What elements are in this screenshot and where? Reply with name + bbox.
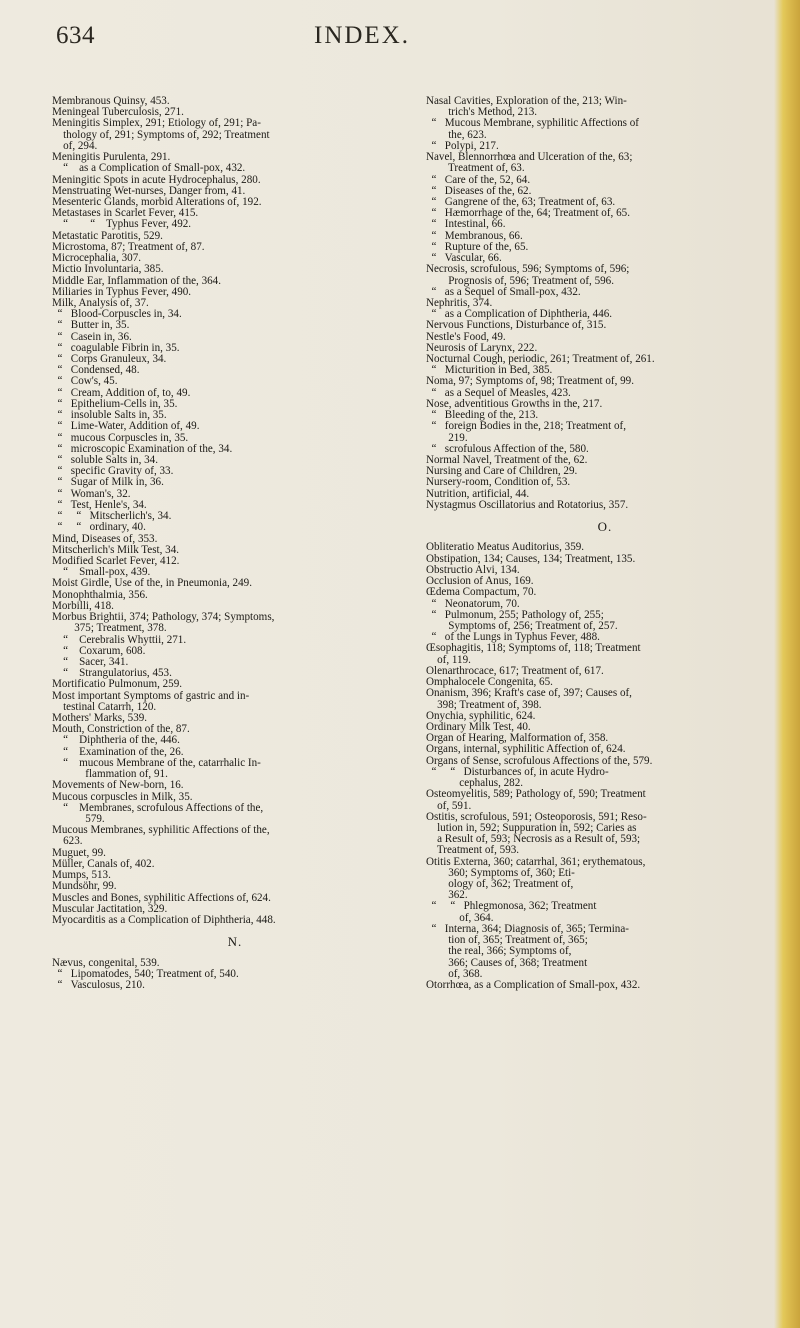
index-entry: of, 119. bbox=[426, 653, 471, 666]
index-entry: “ “ Phlegmonosa, 362; Treatment bbox=[426, 900, 597, 913]
index-entry: “ Blood-Corpuscles in, 34. bbox=[52, 308, 182, 321]
index-entry: Meningitic Spots in acute Hydrocephalus, 280. bbox=[52, 173, 261, 186]
index-entry: thology of, 291; Symptoms of, 292; Treatment bbox=[52, 128, 270, 141]
index-entry: “ as a Sequel of Measles, 423. bbox=[426, 386, 571, 399]
index-entry: “ Rupture of the, 65. bbox=[426, 240, 529, 253]
index-entry: Nephritis, 374. bbox=[426, 296, 493, 309]
index-entry: “ as a Complication of Diphtheria, 446. bbox=[426, 308, 613, 321]
index-entry: Mitscherlich's Milk Test, 34. bbox=[52, 543, 180, 556]
index-entry: Navel, Blennorrhœa and Ulceration of the, 63; bbox=[426, 151, 633, 164]
index-entry: Mortificatio Pulmonum, 259. bbox=[52, 678, 183, 691]
index-entry: Obliteratio Meatus Auditorius, 359. bbox=[426, 541, 585, 554]
index-entry: Nose, adventitious Growths in the, 217. bbox=[426, 397, 603, 410]
index-entry: “ mucous Corpuscles in, 35. bbox=[52, 431, 189, 444]
index-entry: Neurosis of Larynx, 222. bbox=[426, 341, 538, 354]
index-entry: tion of, 365; Treatment of, 365; bbox=[426, 934, 588, 947]
index-entry: Osteomyelitis, 589; Pathology of, 590; Treatment bbox=[426, 788, 646, 801]
index-entry: “ coagulable Fibrin in, 35. bbox=[52, 341, 180, 354]
index-entry: Muscular Jactitation, 329. bbox=[52, 902, 168, 915]
index-entry: Prognosis of, 596; Treatment of, 596. bbox=[426, 274, 614, 287]
index-entry: Nervous Functions, Disturbance of, 315. bbox=[426, 319, 607, 332]
index-entry: a Result of, 593; Necrosis as a Result of, 593; bbox=[426, 833, 641, 846]
index-entry: Monophthalmia, 356. bbox=[52, 588, 148, 601]
index-entry: “ insoluble Salts in, 35. bbox=[52, 409, 167, 422]
index-entry: Milk, Analysis of, 37. bbox=[52, 296, 149, 309]
index-entry: Onychia, syphilitic, 624. bbox=[426, 709, 536, 722]
index-entry: of, 591. bbox=[426, 799, 472, 812]
index-entry: Organs, internal, syphilitic Affection of, 624. bbox=[426, 743, 626, 756]
index-entry: Nævus, congenital, 539. bbox=[52, 956, 160, 969]
index-entry: “ microscopic Examination of the, 34. bbox=[52, 442, 233, 455]
index-entry: “ Bleeding of the, 213. bbox=[426, 409, 539, 422]
index-column-left bbox=[52, 96, 418, 991]
index-entry: Nestle's Food, 49. bbox=[426, 330, 506, 343]
index-entry: “ Hæmorrhage of the, 64; Treatment of, 65. bbox=[426, 207, 630, 220]
index-entry: Middle Ear, Inflammation of the, 364. bbox=[52, 274, 222, 287]
index-entry: “ Condensed, 48. bbox=[52, 364, 140, 377]
index-entry: Nocturnal Cough, periodic, 261; Treatment of, 261. bbox=[426, 353, 655, 366]
index-entry: Mesenteric Glands, morbid Alterations of, 192. bbox=[52, 195, 262, 208]
index-entry: Otorrhœa, as a Complication of Small-pox, 432. bbox=[426, 979, 641, 992]
index-entry: “ Membranes, scrofulous Affections of the, bbox=[52, 801, 264, 814]
index-entry: Mouth, Constriction of the, 87. bbox=[52, 723, 190, 736]
index-entry: Mothers' Marks, 539. bbox=[52, 712, 148, 725]
index-entry: “ Neonatorum, 70. bbox=[426, 597, 520, 610]
index-entry: Occlusion of Anus, 169. bbox=[426, 575, 534, 588]
index-entry: Metastatic Parotitis, 529. bbox=[52, 229, 163, 242]
index-entry: “ soluble Salts in, 34. bbox=[52, 454, 159, 466]
index-entry: cephalus, 282. bbox=[426, 777, 524, 790]
index-entry: “ Examination of the, 26. bbox=[52, 745, 184, 758]
index-entry: “ Corps Granuleux, 34. bbox=[52, 353, 167, 366]
index-entry: Moist Girdle, Use of the, in Pneumonia, 249. bbox=[52, 577, 252, 590]
index-entry: Onanism, 396; Kraft's case of, 397; Causes of, bbox=[426, 687, 632, 700]
index-entry: “ Diseases of the, 62. bbox=[426, 184, 532, 197]
index-entry: Organs of Sense, scrofulous Affections of the, 579. bbox=[426, 754, 653, 767]
index-entry: Omphalocele Congenita, 65. bbox=[426, 676, 553, 689]
index-entry: “ Epithelium-Cells in, 35. bbox=[52, 397, 178, 410]
index-entry: “ Diphtheria of the, 446. bbox=[52, 734, 180, 747]
index-entry: Œsophagitis, 118; Symptoms of, 118; Treatment bbox=[426, 642, 641, 655]
index-entry: “ “ Typhus Fever, 492. bbox=[52, 218, 192, 231]
index-entry: Mundsöhr, 99. bbox=[52, 880, 117, 893]
index-entry: “ Sugar of Milk in, 36. bbox=[52, 476, 164, 489]
index-entry: “ Sacer, 341. bbox=[52, 655, 129, 668]
index-entry: Miliaries in Typhus Fever, 490. bbox=[52, 285, 192, 298]
index-entry: Olenarthrocace, 617; Treatment of, 617. bbox=[426, 664, 604, 677]
index-entry: “ of the Lungs in Typhus Fever, 488. bbox=[426, 631, 600, 644]
index-entry: “ Pulmonum, 255; Pathology of, 255; bbox=[426, 608, 604, 621]
index-entry: “ Care of the, 52, 64. bbox=[426, 173, 531, 186]
index-entry: 579. bbox=[52, 813, 105, 825]
index-entry: trich's Method, 213. bbox=[426, 106, 538, 119]
index-entry: Morbus Brightii, 374; Pathology, 374; Symptoms, bbox=[52, 611, 275, 624]
index-entry: Noma, 97; Symptoms of, 98; Treatment of, 99. bbox=[426, 375, 635, 388]
index-entry: Symptoms of, 256; Treatment of, 257. bbox=[426, 620, 618, 633]
page-number: 634 bbox=[56, 22, 95, 49]
index-entry: “ Cerebralis Whyttii, 271. bbox=[52, 633, 187, 646]
index-entry: of, 294. bbox=[52, 139, 98, 152]
index-entry: Ostitis, scrofulous, 591; Osteoporosis, 591; Reso- bbox=[426, 810, 647, 823]
index-entry: lution in, 592; Suppuration in, 592; Caries as bbox=[426, 821, 637, 834]
index-entry: “ as a Sequel of Small-pox, 432. bbox=[426, 285, 581, 298]
index-entry: “ foreign Bodies in the, 218; Treatment of, bbox=[426, 420, 626, 433]
index-entry: Nutrition, artificial, 44. bbox=[426, 487, 530, 500]
index-entry: “ Lime-Water, Addition of, 49. bbox=[52, 420, 200, 433]
index-entry: “ Strangulatorius, 453. bbox=[52, 667, 172, 680]
index-entry: Obstructio Alvi, 134. bbox=[426, 563, 520, 576]
index-entry: Mictio Involuntaria, 385. bbox=[52, 263, 164, 276]
index-entry: Nursing and Care of Children, 29. bbox=[426, 465, 578, 478]
index-entry: of, 364. bbox=[426, 911, 494, 924]
index-entry: ology of, 362; Treatment of, bbox=[426, 878, 574, 891]
index-entry: “ Coxarum, 608. bbox=[52, 644, 146, 657]
index-entry: “ Gangrene of the, 63; Treatment of, 63. bbox=[426, 195, 616, 208]
index-entry: Necrosis, scrofulous, 596; Symptoms of, 596; bbox=[426, 263, 630, 276]
index-entry: Normal Navel, Treatment of the, 62. bbox=[426, 454, 588, 466]
section-letter: N. bbox=[227, 934, 243, 950]
index-entry: “ Casein in, 36. bbox=[52, 330, 132, 343]
index-entry: 623. bbox=[52, 835, 83, 848]
index-entry: Treatment of, 63. bbox=[426, 162, 525, 175]
index-entry: the real, 366; Symptoms of, bbox=[426, 945, 572, 958]
index-entry: Nystagmus Oscillatorius and Rotatorius, 357. bbox=[426, 498, 629, 511]
index-entry: flammation of, 91. bbox=[52, 768, 168, 781]
index-entry: of, 368. bbox=[426, 967, 483, 980]
index-entry: Mumps, 513. bbox=[52, 869, 111, 882]
index-entry: Treatment of, 593. bbox=[426, 844, 520, 857]
index-entry: Mind, Diseases of, 353. bbox=[52, 532, 158, 545]
index-entry: “ Intestinal, 66. bbox=[426, 218, 506, 231]
index-entry: Microcephalia, 307. bbox=[52, 252, 142, 265]
index-entry: Ordinary Milk Test, 40. bbox=[426, 720, 531, 733]
index-entry: “ Membranous, 66. bbox=[426, 229, 523, 242]
index-entry: Obstipation, 134; Causes, 134; Treatment, 135. bbox=[426, 552, 636, 565]
index-entry: “ mucous Membrane of the, catarrhalic In- bbox=[52, 756, 261, 769]
index-entry: “ Interna, 364; Diagnosis of, 365; Termina- bbox=[426, 922, 629, 935]
index-column-right bbox=[426, 96, 784, 991]
index-entry: Microstoma, 87; Treatment of, 87. bbox=[52, 240, 205, 253]
index-entry: Muguet, 99. bbox=[52, 846, 106, 859]
index-entry: Meningitis Purulenta, 291. bbox=[52, 151, 171, 164]
index-entry: Muscles and Bones, syphilitic Affections of, 624. bbox=[52, 891, 271, 904]
index-entry: Organ of Hearing, Malformation of, 358. bbox=[426, 732, 609, 745]
index-entry: 398; Treatment of, 398. bbox=[426, 698, 542, 711]
index-entry: 362. bbox=[426, 889, 468, 902]
index-entry: Mucous corpuscles in Milk, 35. bbox=[52, 790, 193, 803]
index-entry: “ Test, Henle's, 34. bbox=[52, 498, 147, 511]
index-entry: Müller, Canals of, 402. bbox=[52, 857, 155, 870]
index-entry: “ Micturition in Bed, 385. bbox=[426, 364, 553, 377]
index-entry: “ “ ordinary, 40. bbox=[52, 521, 146, 534]
index-entry: the, 623. bbox=[426, 128, 487, 141]
index-entry: Nasal Cavities, Exploration of the, 213; Win- bbox=[426, 95, 627, 107]
index-entry: “ Lipomatodes, 540; Treatment of, 540. bbox=[52, 967, 239, 980]
index-entry: “ Woman's, 32. bbox=[52, 487, 131, 500]
page-header bbox=[56, 22, 732, 58]
index-entry: “ Polypi, 217. bbox=[426, 139, 499, 152]
index-entry: 375; Treatment, 378. bbox=[52, 622, 167, 635]
index-entry: “ Mucous Membrane, syphilitic Affections of bbox=[426, 117, 640, 130]
index-entry: Œdema Compactum, 70. bbox=[426, 586, 537, 599]
index-entry: Meningeal Tuberculosis, 271. bbox=[52, 106, 184, 119]
index-entry: “ Vasculosus, 210. bbox=[52, 979, 145, 992]
index-entry: Nursery-room, Condition of, 53. bbox=[426, 476, 571, 489]
index-entry: “ Cow's, 45. bbox=[52, 375, 118, 388]
index-entry: “ scrofulous Affection of the, 580. bbox=[426, 442, 589, 455]
index-entry: Movements of New-born, 16. bbox=[52, 779, 184, 792]
index-entry: 219. bbox=[426, 431, 468, 444]
index-entry: “ Butter in, 35. bbox=[52, 319, 130, 332]
index-entry: “ Cream, Addition of, to, 49. bbox=[52, 386, 191, 399]
index-entry: “ Small-pox, 439. bbox=[52, 566, 151, 579]
index-entry: “ Vascular, 66. bbox=[426, 252, 502, 265]
index-entry: Menstruating Wet-nurses, Danger from, 41. bbox=[52, 184, 246, 197]
index-entry: “ as a Complication of Small-pox, 432. bbox=[52, 162, 246, 175]
index-entry: Morbilli, 418. bbox=[52, 599, 114, 612]
index-entry: 366; Causes of, 368; Treatment bbox=[426, 956, 588, 969]
index-entry: Membranous Quinsy, 453. bbox=[52, 95, 170, 107]
index-entry: “ specific Gravity of, 33. bbox=[52, 465, 174, 478]
index-entry: Otitis Externa, 360; catarrhal, 361; erythematous, bbox=[426, 855, 646, 868]
index-entry: Most important Symptoms of gastric and in- bbox=[52, 689, 250, 702]
index-entry: “ “ Mitscherlich's, 34. bbox=[52, 510, 172, 523]
index-entry: “ “ Disturbances of, in acute Hydro- bbox=[426, 765, 609, 778]
index-entry: 360; Symptoms of, 360; Eti- bbox=[426, 866, 575, 879]
section-letter: O. bbox=[597, 519, 613, 535]
index-entry: testinal Catarrh, 120. bbox=[52, 700, 157, 713]
index-entry: Meningitis Simplex, 291; Etiology of, 291; Pa- bbox=[52, 117, 261, 130]
index-entry: Mucous Membranes, syphilitic Affections of the, bbox=[52, 824, 270, 837]
running-head: INDEX. bbox=[314, 22, 411, 49]
index-entry: Myocarditis as a Complication of Diphtheria, 448. bbox=[52, 913, 276, 926]
index-entry: Modified Scarlet Fever, 412. bbox=[52, 554, 180, 567]
index-entry: Metastases in Scarlet Fever, 415. bbox=[52, 207, 199, 220]
